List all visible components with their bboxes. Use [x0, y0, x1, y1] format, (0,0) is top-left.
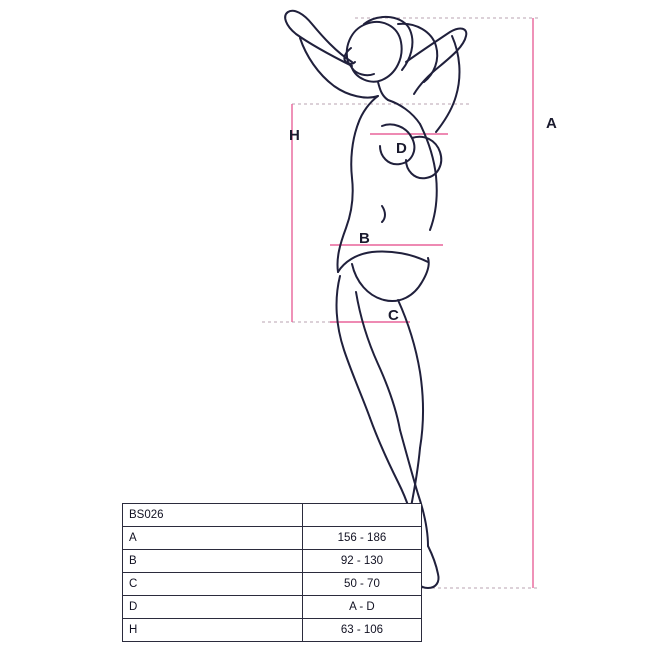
measurement-label-H: H — [289, 127, 300, 144]
measurement-label-A: A — [546, 115, 557, 132]
row-value-b: 92 - 130 — [302, 550, 421, 573]
row-label-d: D — [123, 596, 303, 619]
measurement-label-B: B — [359, 230, 370, 247]
row-value-d: A - D — [302, 596, 421, 619]
product-code: BS026 — [123, 504, 303, 527]
row-value-a: 156 - 186 — [302, 527, 421, 550]
row-value-h: 63 - 106 — [302, 619, 421, 642]
measurement-label-D: D — [396, 140, 407, 157]
table-row-code — [123, 504, 422, 527]
table-row — [123, 550, 422, 573]
size-table — [122, 503, 422, 642]
table-row — [123, 573, 422, 596]
row-label-h: H — [123, 619, 303, 642]
row-label-a: A — [123, 527, 303, 550]
row-label-b: B — [123, 550, 303, 573]
code-value-cell — [302, 504, 421, 527]
table-row — [123, 527, 422, 550]
row-label-c: C — [123, 573, 303, 596]
measurement-label-C: C — [388, 307, 399, 324]
table-row — [123, 619, 422, 642]
table-row — [123, 596, 422, 619]
row-value-c: 50 - 70 — [302, 573, 421, 596]
